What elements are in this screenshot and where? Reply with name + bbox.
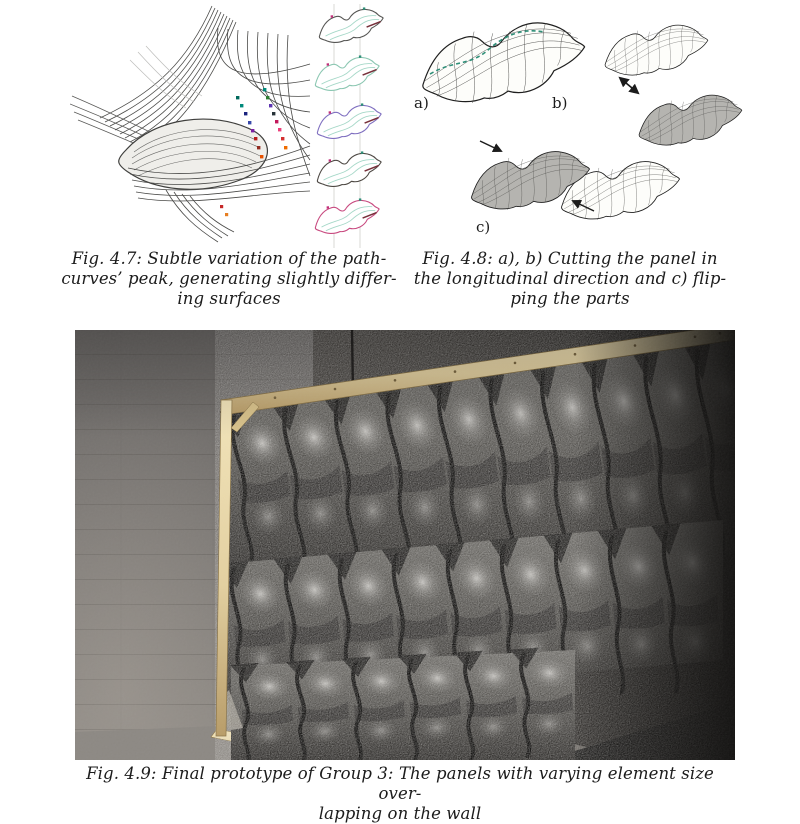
caption-line: ing surfaces — [177, 289, 281, 308]
caption-line: Fig. 4.9: Final prototype of Group 3: The panels with varying element size over- — [86, 764, 714, 803]
push-arrow-icon — [480, 141, 501, 151]
caption-line: the longitudinal direction and c) flip- — [413, 269, 727, 288]
surface-variations-stack — [300, 0, 404, 252]
double-arrow-icon — [620, 78, 638, 93]
fig48-caption — [400, 249, 740, 309]
photo-grain — [75, 330, 735, 760]
fig47-caption — [60, 249, 398, 309]
pathcurve-sample-dots-right — [263, 88, 287, 149]
prototype-wall-photo — [75, 330, 735, 760]
sublabel-c: c) — [476, 218, 491, 236]
pathcurves-wireframe — [70, 0, 315, 248]
fig47-pathcurves-graphic — [70, 0, 315, 248]
caption-line-clipped: lapping on the wall — [318, 804, 482, 823]
caption-line: Fig. 4.7: Subtle variation of the path- — [71, 249, 387, 268]
fig49-caption — [62, 764, 738, 824]
fig49-prototype-photo — [75, 330, 735, 760]
sublabel-a: a) — [414, 94, 429, 112]
caption-line: curves’ peak, generating slightly differ- — [61, 269, 397, 288]
panel-a-surface — [423, 23, 585, 103]
panel-b-white-half — [605, 25, 708, 76]
cutting-flipping-diagram — [412, 8, 744, 244]
fig47-variation-column — [300, 0, 404, 252]
caption-line: Fig. 4.8: a), b) Cutting the panel in — [422, 249, 718, 268]
sublabel-b: b) — [552, 94, 568, 112]
panel-b-gray-half — [639, 95, 742, 146]
surface-variant-4 — [316, 151, 382, 188]
surface-variant-3 — [316, 103, 382, 140]
fig48-cutting-diagram — [412, 8, 744, 244]
surface-variant-2 — [314, 55, 380, 92]
surface-variant-1 — [318, 7, 384, 44]
surface-variant-5 — [314, 198, 380, 235]
caption-line: ping the parts — [510, 289, 630, 308]
